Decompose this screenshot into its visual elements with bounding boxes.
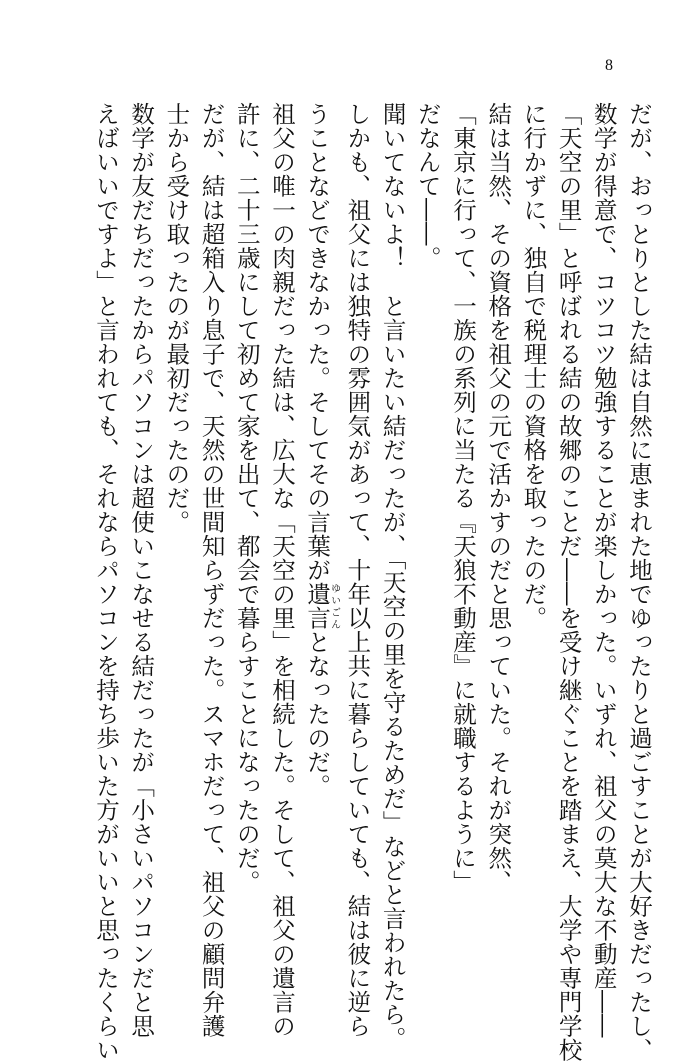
page-number: 8 <box>605 57 613 74</box>
text-line: 聞いてないよ！ と言いたい結だったが、「天空の里を守るためだ」などと言われたら。 <box>378 102 407 1051</box>
text-segment: となったのだ。 <box>303 630 332 798</box>
text-line-with-ruby <box>299 102 339 972</box>
text-line: 数学が得意で、コツコツ勉強することが楽しかった。いずれ、祖父の莫大な不動産―― <box>589 102 618 1038</box>
text-line: 数学が友だちだったからパソコンは超使いこなせる結だったが「小さいパソコンだと思 <box>127 102 156 1038</box>
text-line: しかも、祖父には独特の雰囲気があって、十年以上共に暮らしていても、結は彼に逆ら <box>343 102 372 1038</box>
ruby-annotation <box>303 582 340 630</box>
text-line: 「天空の里」と呼ばれる結の故郷のことだ――を受け継ぐことを踏まえ、大学や専門学校 <box>554 102 583 1062</box>
ruby-reading: ゆいごん <box>328 582 340 630</box>
text-line: 結は当然、その資格を祖父の元で活かすのだと思っていた。それが突然、 <box>484 102 513 894</box>
text-segment: うことなどできなかった。そしてその言葉が <box>303 102 332 582</box>
text-line: 「東京に行って、一族の系列に当たる『天狼不動産』に就職するように」 <box>448 102 477 894</box>
ruby-base: 遺言 <box>303 582 332 630</box>
text-line: 祖父の唯一の肉親だった結は、広大な「天空の里」を相続した。そして、祖父の遺言の <box>267 102 296 1038</box>
text-line: えばいいですよ」と言われても、それならパソコンを持ち歩いた方がいいと思ったくらい <box>91 102 120 1062</box>
text-line: だが、結は超箱入り息子で、天然の世間知らずだった。スマホだって、祖父の顧問弁護 <box>197 102 226 1038</box>
text-line: に行かずに、独自で税理士の資格を取ったのだ。 <box>519 102 548 630</box>
text-line: 許に、二十三歳にして初めて家を出て、都会で暮らすことになったのだ。 <box>232 102 261 894</box>
text-line: 士から受け取ったのが最初だったのだ。 <box>162 102 191 534</box>
text-line: だなんて――。 <box>413 102 442 270</box>
text-line: だが、おっとりとした結は自然に恵まれた地でゆったりと過ごすことが大好きだったし、 <box>625 102 653 1062</box>
vertical-text-body <box>88 102 656 1062</box>
